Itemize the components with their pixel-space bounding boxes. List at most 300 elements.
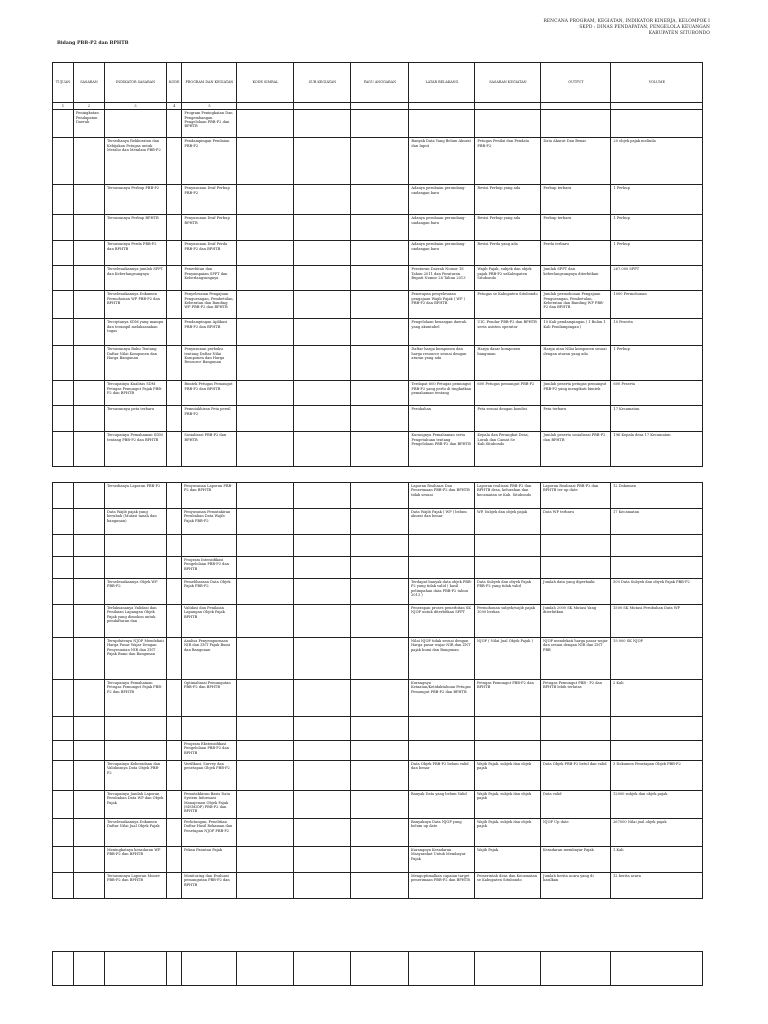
table-cell [53,847,74,873]
table-cell [53,432,74,467]
table-cell [105,557,167,579]
table-row [53,761,703,791]
table-cell: Terupdatenya NJOP Mendekati Harga Pasar Wajar Dengan Penyesuaian NIR dan ZNT Pajak Bumi dan Bangunan [105,638,167,680]
table-cell [541,535,611,557]
table-cell: Meningkatnya kesadaran WP PBB-P2 dan BPHTB [105,847,167,873]
table-cell: Pendampingan Aplikasi PBB-P2 dan BPHTB [182,319,237,346]
table-cell [53,291,74,319]
table-cell: Jumlah permohonan Pengajuan Pengurangan, Pembetulan, Keberatan dan Banding WP PBB-P2 dan BPHTB [541,291,611,319]
table-cell: 1 Kali [611,847,703,873]
table-cell [294,557,351,579]
table-cell: Terciptanya SDM yang mampu dan terampil melaksanakan tugas [105,319,167,346]
table-cell [611,110,703,138]
table-cell: 3 Dokumen Penetapan Objek PBB-P2 [611,761,703,791]
table-cell [74,761,105,791]
table-cell [409,952,475,986]
table-cell [294,680,351,717]
table-cell [351,319,409,346]
table-cell [611,535,703,557]
table-cell [294,847,351,873]
table-cell [167,241,182,266]
table-row [53,215,703,241]
table-cell [237,110,294,138]
table-cell: 267.000 SPPT [611,266,703,291]
table-row [53,557,703,579]
table-cell [237,761,294,791]
table-cell [53,110,74,138]
table-cell [475,557,541,579]
table-cell: Tercapainya Pemahaman Petugas Pemungut Pajak PBB-P2 dan BPHTB [105,680,167,717]
table-row [53,346,703,381]
table-cell [167,952,182,986]
table-cell [351,185,409,215]
table-cell [237,381,294,406]
table-cell: Perbup terbaru [541,215,611,241]
table-cell [105,535,167,557]
table-cell [351,291,409,319]
table-cell [475,110,541,138]
table-cell: Perda terbaru [541,241,611,266]
table-cell: Wajib Pajak, subjek dan objek pajak [475,761,541,791]
table-cell [237,717,294,741]
table-cell [351,717,409,741]
table-cell [237,605,294,638]
table-cell [167,535,182,557]
table-cell [53,319,74,346]
table-cell [294,741,351,761]
column-number-row [53,103,703,110]
table-cell: Tersusunnya Buku Tentang Daftar Nilai Komponen dan Harga Bangunan [105,346,167,381]
table-cell [53,579,74,605]
table-cell: Bimtek Petugas Pemungut PBB-P2 dan BPHTB [182,381,237,406]
table-cell: Data Wajib Pajak ( WP ) belum akurat dan benar [409,509,475,535]
table-cell [74,241,105,266]
table-cell [294,873,351,899]
table-cell: Jumlah data yang diperbaiki [541,579,611,605]
table-cell [351,381,409,406]
table-row [53,319,703,346]
table-row [53,381,703,406]
table-cell [53,819,74,847]
table-cell [409,717,475,741]
table-cell [53,791,74,819]
table-cell [294,406,351,432]
header-line-2: SKPD : DINAS PENDAPATAN, PENGELOLA KEUANGAN [579,25,710,30]
table-cell [167,847,182,873]
table-cell: Verifikasi, Survey dan penetapan Objek PBB-P2 [182,761,237,791]
table-cell [351,605,409,638]
table-cell [237,579,294,605]
table-cell [167,509,182,535]
table-cell [74,791,105,819]
table-cell [294,110,351,138]
table-cell [351,483,409,509]
table-cell [53,266,74,291]
table-row [53,638,703,680]
table-cell [237,680,294,717]
table-cell: 12000 subjek dan objek pajak [611,791,703,819]
table-cell [294,579,351,605]
table-cell: Pemeliharaan Data Objek Pajak PBB-P2 [182,579,237,605]
table-cell [167,605,182,638]
column-header: TUJUAN [53,63,74,103]
table-cell: Wajib Pajak, subjek dan objek pajak PBB-P2 seKabupaten Situbondo [475,266,541,291]
table-cell [167,791,182,819]
table-cell: Tersusunnya Perda PBB-P2 dan BPHTB [105,241,167,266]
column-header: SASARAN KEGIATAN [475,63,541,103]
table-cell [237,241,294,266]
table-cell [74,819,105,847]
table-cell: Data Akurat Dan Benar [541,138,611,185]
table-cell: Peta sesuai dengan kondisi [475,406,541,432]
column-header: SASARAN [74,63,105,103]
column-header: PROGRAM DAN KEGIATAN [182,63,237,103]
table-cell: Banyak Data yang belum Valid [409,791,475,819]
table-cell [167,215,182,241]
table-cell [351,346,409,381]
table-cell: Jumlah SPPT dan keberlangsungnya diterbitkan [541,266,611,291]
table-cell [167,291,182,319]
table-cell [74,952,105,986]
section-title: Bidang PBB-P2 dan BPHTB [57,41,129,46]
table-cell [167,346,182,381]
table-cell [74,579,105,605]
table-cell: Data Objek PBB-P2 belum valid dan benar [409,761,475,791]
table-cell [351,110,409,138]
table-cell: Harga atau Nilai komponen sesuai dengan aturan yang ada [541,346,611,381]
table-cell [53,406,74,432]
table-cell [351,761,409,791]
table-cell: 267000 Nilai jual objek pajak [611,819,703,847]
table-cell: Tersedianya Laporan PBB-P2 [105,483,167,509]
table-row [53,138,703,185]
table-row [53,241,703,266]
document-header [543,19,710,37]
table-cell: NJOP ( Nilai Jual Objek Pajak ) [475,638,541,680]
table-cell: Peraturan Daerah Nomor 18 Tahun 2011 dan Peraturan Bupati Nomor 26 Tahun 2013 [409,266,475,291]
table-cell [237,138,294,185]
table-cell [167,873,182,899]
table-cell [237,509,294,535]
table-cell: Pengelolaan keuangan daerah yang akuntabel [409,319,475,346]
table-cell [237,406,294,432]
table-cell: Tersusunnya peta terbaru [105,406,167,432]
table-cell: 600 Peserta [611,381,703,406]
table-header [53,63,703,110]
table-cell: Daftar harga komponen dan harga resource sesuai dengan aturan yang ada [409,346,475,381]
table-cell [294,761,351,791]
table-cell: 196 Kepala desa 17 Kecamatan [611,432,703,467]
table-cell: Penerapan proses penerbitan SK NJOP untuk diterbitkan SPPT [409,605,475,638]
table-cell: Tercapainya Kualitas SDM Petugas Pemungut Pajak PBB-P2 dan BPHTB [105,381,167,406]
table-cell [53,215,74,241]
table-cell [611,952,703,986]
table-cell [351,215,409,241]
column-number [294,103,351,110]
table-cell [294,432,351,467]
table-row [53,741,703,761]
table-cell: Data Objek PBB-P2 betul dan valid [541,761,611,791]
column-number: 5 [182,103,237,110]
table-cell [351,741,409,761]
table-cell: Wajib Pajak, subjek dan objek pajak [475,791,541,819]
table-cell [53,509,74,535]
table-cell [294,605,351,638]
table-cell [53,680,74,717]
table-row [53,535,703,557]
table-cell [182,952,237,986]
table-cell: Penyusunan Pemutakiran Perubahan Data Wajib Pajak PBB-P2 [182,509,237,535]
table-cell [541,952,611,986]
table-cell [294,717,351,741]
table-cell [167,266,182,291]
table-cell [351,680,409,717]
table-cell [351,535,409,557]
table-cell [611,717,703,741]
table-cell [611,557,703,579]
table-row [53,406,703,432]
table-cell [351,138,409,185]
table-cell: 12 berita acara [611,873,703,899]
table-cell: 19.000 SK NJOP [611,638,703,680]
table-cell [167,110,182,138]
table-cell [237,819,294,847]
header-line-3: KABUPATEN SITUBONDO [648,31,710,36]
table-cell: Penerbitan dan Penyampaian SPPT dan Keberlangsungnya [182,266,237,291]
table-cell [409,741,475,761]
table-cell [53,535,74,557]
table-cell: Jumlah 2000 SK Mutasi Yang diterbitkan [541,605,611,638]
table-cell [294,952,351,986]
table-cell: 10 Kali pendampingan ( 1 Bulan 1 Kali Pendampingan ) [541,319,611,346]
table-row [53,873,703,899]
table-cell: Laporan realisasi PBB-P2 dan BPHTB desa, kelurahan dan kecamatan se Kab. Situbondo [475,483,541,509]
column-number [351,103,409,110]
table-cell [351,638,409,680]
table-row [53,952,703,986]
table-cell: Validasi dan Penilaian Lapangan Objek Pajak BPHTB [182,605,237,638]
table-cell: 600 Petugas pemungut PBB-P2 [475,381,541,406]
table-cell: Kurangnya Kesadaran Masyarakat Untuk Membayar Pajak [409,847,475,873]
header-row [53,63,703,103]
table-cell [53,138,74,185]
table-cell: Peta terbaru [541,406,611,432]
column-header: PAGU ANGGARAN [351,63,409,103]
table-cell [294,291,351,319]
table-cell: Tercapainya Keberadaan dan Validasinya Data Objek PBB-P2 [105,761,167,791]
table-cell [541,110,611,138]
column-number [611,103,703,110]
table-cell [294,483,351,509]
column-number [409,103,475,110]
table-cell [237,346,294,381]
table-cell [167,381,182,406]
table-cell: Program Ekstensifikasi Pengelolaan PBB-P2 dan BPHTB [182,741,237,761]
table-cell [105,717,167,741]
table-cell [105,952,167,986]
table-row [53,819,703,847]
table-cell: Kepala dan Perangkat Desa, Lurah dan Camat Se Kab.Situbondo [475,432,541,467]
table-cell [351,847,409,873]
table-cell [237,847,294,873]
table-cell [409,110,475,138]
table-cell: Penyusunan Laporan PBB-P2 dan BPHTB [182,483,237,509]
table-cell [74,717,105,741]
table-cell: Pemutakhiran Basis Data System Informasi Manajemen Objek Pajak (SISMIOP) PBB-P2 dan BPHTB [182,791,237,819]
column-number [475,103,541,110]
table-cell: Pendampingan Penilaian PBB-P2 [182,138,237,185]
table-cell: Permohonan subjek/wajib pajak 1000 berkas [475,605,541,638]
table-cell: Tercapainya Pemahaman SDM tentang PBB-P2 dan BPHTB [105,432,167,467]
column-header: VOLUME [611,63,703,103]
table-cell [74,138,105,185]
table-row [53,605,703,638]
table-cell: Terselesaikannya Objek WP PBB-P2 [105,579,167,605]
table-cell: NJOP Up date [541,819,611,847]
table-cell: Tersusunnya Perbup PBB-P2 [105,185,167,215]
table-cell: Data Subyek dan obyek Pajak PBB-P2 yang tidak valid [475,579,541,605]
table-cell [351,791,409,819]
table-row [53,432,703,467]
table-row [53,579,703,605]
table-cell: Perhitungan, Penelitian Daftar Hasil Rekaman dan Penetapan NJOP PBB-P2 [182,819,237,847]
table-cell [74,346,105,381]
table-cell: Petugas Penilai dan Pendata PBB-P2 [475,138,541,185]
table-cell: 1 Perbup [611,215,703,241]
table-cell [74,291,105,319]
table-cell: Terselesaikannya Dokumen Daftar Nilai Jual Objek Pajak [105,819,167,847]
table-cell [237,873,294,899]
table-cell [74,509,105,535]
table-cell [53,241,74,266]
program-table-2 [52,482,703,899]
table-cell: 500 Data Subyek dan obyek Pajak PBB-P2 [611,579,703,605]
table-cell [351,266,409,291]
column-header: OUTPUT [541,63,611,103]
table-cell [294,638,351,680]
table-cell [475,952,541,986]
table-cell: 12 Dokumen [611,483,703,509]
table-cell [53,185,74,215]
table-cell [74,638,105,680]
table-cell [74,432,105,467]
table-cell: Jumlah peserta sosialisasi PBB-P2 dan BPHTB [541,432,611,467]
table-cell [74,381,105,406]
table-cell: Petugas Pemungut PBB - P2 dan BPHTB lebih terlatas [541,680,611,717]
table-cell [409,557,475,579]
table-cell [53,717,74,741]
table-cell: Wajib Pajak [475,847,541,873]
table-cell [53,605,74,638]
table-cell: Adanya perubaan perundang-undangan baru [409,215,475,241]
table-row [53,680,703,717]
table-cell: Program Peningkatan Dan Pengembangan Pengelolaan PBB-P2 dan BPHTB [182,110,237,138]
column-number [541,103,611,110]
table-cell [237,638,294,680]
table-cell [167,406,182,432]
table-cell [294,185,351,215]
table-cell [237,432,294,467]
column-number [237,103,294,110]
column-header: LATAR BELAKANG [409,63,475,103]
table-cell [475,741,541,761]
table-cell: 2 Kali [611,680,703,717]
table-cell [167,557,182,579]
table-cell: NJOP mendekati harga pasar wajar dan sesuai dengan NIR dan ZNT PBB [541,638,611,680]
table-cell: Optimalisasi Pemungutan PBB-P2 dan BPHTB [182,680,237,717]
table-cell [294,241,351,266]
table-cell [351,819,409,847]
table-cell: Data valid [541,791,611,819]
table-cell [53,952,74,986]
table-cell [167,319,182,346]
table-cell [294,346,351,381]
table-cell [294,138,351,185]
table-cell [167,680,182,717]
table-cell [294,381,351,406]
table-cell: Program Intensifikasi Pengelolaan PBB-P2 dan BPHTB [182,557,237,579]
table-cell: WP, Subjek dan objek pajak [475,509,541,535]
table-cell: Tersusunnya Perbup BPHTB [105,215,167,241]
table-cell [74,185,105,215]
table-cell [167,741,182,761]
column-number: 2 [74,103,105,110]
table-cell [74,557,105,579]
table-cell [74,266,105,291]
table-cell [294,791,351,819]
table-cell [475,535,541,557]
table-cell: Pekan Panutan Pajak [182,847,237,873]
table-cell: Terdapat banyak data objek PBB-P2 yang tidak valid ( hasil pelimpahan data PBB-P2 tahun 2013 ) [409,579,475,605]
table-cell: 17 Kecamatan [611,509,703,535]
table-cell [237,215,294,241]
table-cell: Penyusunan Draf Perbup BPHTB [182,215,237,241]
table-cell: Revisi Perbup yang ada [475,185,541,215]
table-cell: 17 Kecamatan [611,406,703,432]
table-row [53,509,703,535]
table-body [53,483,703,899]
column-header: INDIKATOR SASARAN [105,63,167,103]
table-cell [167,138,182,185]
table-cell [351,406,409,432]
table-cell: Petugas se Kabupaten Situbondo [475,291,541,319]
table-cell [53,557,74,579]
table-cell: Kurangnya Pemahaman serta Pengetahuan tentang Pengelolaan PBB-P2 dan BPHTB [409,432,475,467]
table-cell: Kesadaran membayar Pajak [541,847,611,873]
table-cell: Terlaksananya Validasi dan Penilaian Lapangan Objek Pajak yang dimohon untuk pendaftaran dan [105,605,167,638]
table-cell [74,535,105,557]
table-cell [294,535,351,557]
table-cell: Penyusunan perbuku tentang Daftar Nilai Komponen dan Harga Resource Bangunan [182,346,237,381]
table-cell [351,952,409,986]
column-header: KODE [167,63,182,103]
table-row [53,185,703,215]
table-cell [167,717,182,741]
table-row [53,291,703,319]
table-cell [237,791,294,819]
table-cell [53,638,74,680]
table-cell: Penerapan penyelesaian pengajuan Wajib Pajak ( WP ) PBB-P2 dan BPHTB [409,291,475,319]
table-cell [237,952,294,986]
table-cell [351,579,409,605]
table-cell: Penyusunan Draf Perda PBB-P2 dan BPHTB [182,241,237,266]
table-cell: Perbup terbaru [541,185,611,215]
table-cell [167,819,182,847]
table-cell: Data Wajib pajak yang berubah (Mutasi tanah dan bangunan) [105,509,167,535]
table-cell: Pemerintah desa dan Kecamatan se Kabupaten Situbondo [475,873,541,899]
table-cell: Harga dasar komponen bangunan [475,346,541,381]
table-cell: Perubahan [409,406,475,432]
